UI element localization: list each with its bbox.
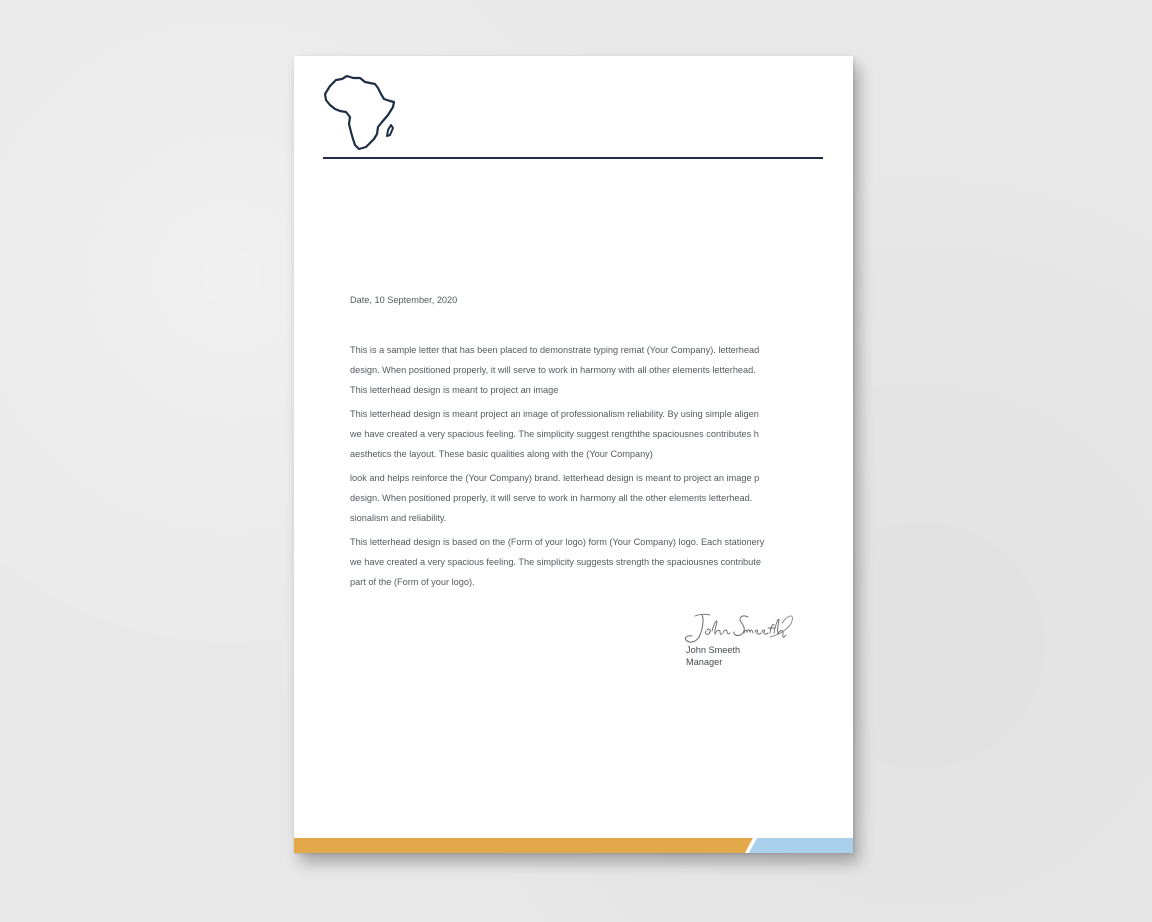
signer-title: Manager: [686, 657, 723, 667]
paragraph: [350, 532, 812, 592]
africa-map-outline-icon: [320, 72, 398, 154]
paragraph-line: aesthetics the layout. These basic qualities along with the (Your Company): [350, 449, 653, 459]
paragraph-line: design. When positioned properly, it will serve to work in harmony all the other elements letterhead.: [350, 493, 753, 503]
paragraph-line: look and helps reinforce the (Your Company) brand. letterhead design is meant to project an image p: [350, 473, 760, 483]
letter-date: Date, 10 September, 2020: [350, 295, 458, 305]
paragraph-line: we have created a very spacious feeling. The simplicity suggest rengththe spaciousnes contributes h: [350, 429, 759, 439]
letterhead-sheet: [294, 56, 853, 853]
letter-body: [350, 340, 812, 596]
paragraph-line: we have created a very spacious feeling. The simplicity suggests strength the spaciousnes contribute: [350, 557, 761, 567]
handwritten-signature: [682, 609, 802, 649]
footer-color-band: [294, 838, 853, 853]
paragraph-line: This letterhead design is meant to project an image: [350, 385, 559, 395]
signer-name: John Smeeth: [686, 645, 741, 655]
paragraph-line: This is a sample letter that has been placed to demonstrate typing remat (Your Company). letterhead: [350, 345, 760, 355]
paragraph-line: This letterhead design is based on the (Form of your logo) form (Your Company) logo. Each stationery: [350, 537, 765, 547]
paragraph: [350, 468, 812, 528]
paragraph-line: This letterhead design is meant project an image of professionalism reliability. By using simple aligen: [350, 409, 759, 419]
paragraph-line: sionalism and reliability.: [350, 513, 447, 523]
paragraph: [350, 404, 812, 464]
header-rule: [323, 157, 823, 159]
paragraph-line: part of the (Form of your logo).: [350, 577, 475, 587]
paragraph-line: design. When positioned properly, it will serve to work in harmony with all other elements letterhead.: [350, 365, 756, 375]
paragraph: [350, 340, 812, 400]
